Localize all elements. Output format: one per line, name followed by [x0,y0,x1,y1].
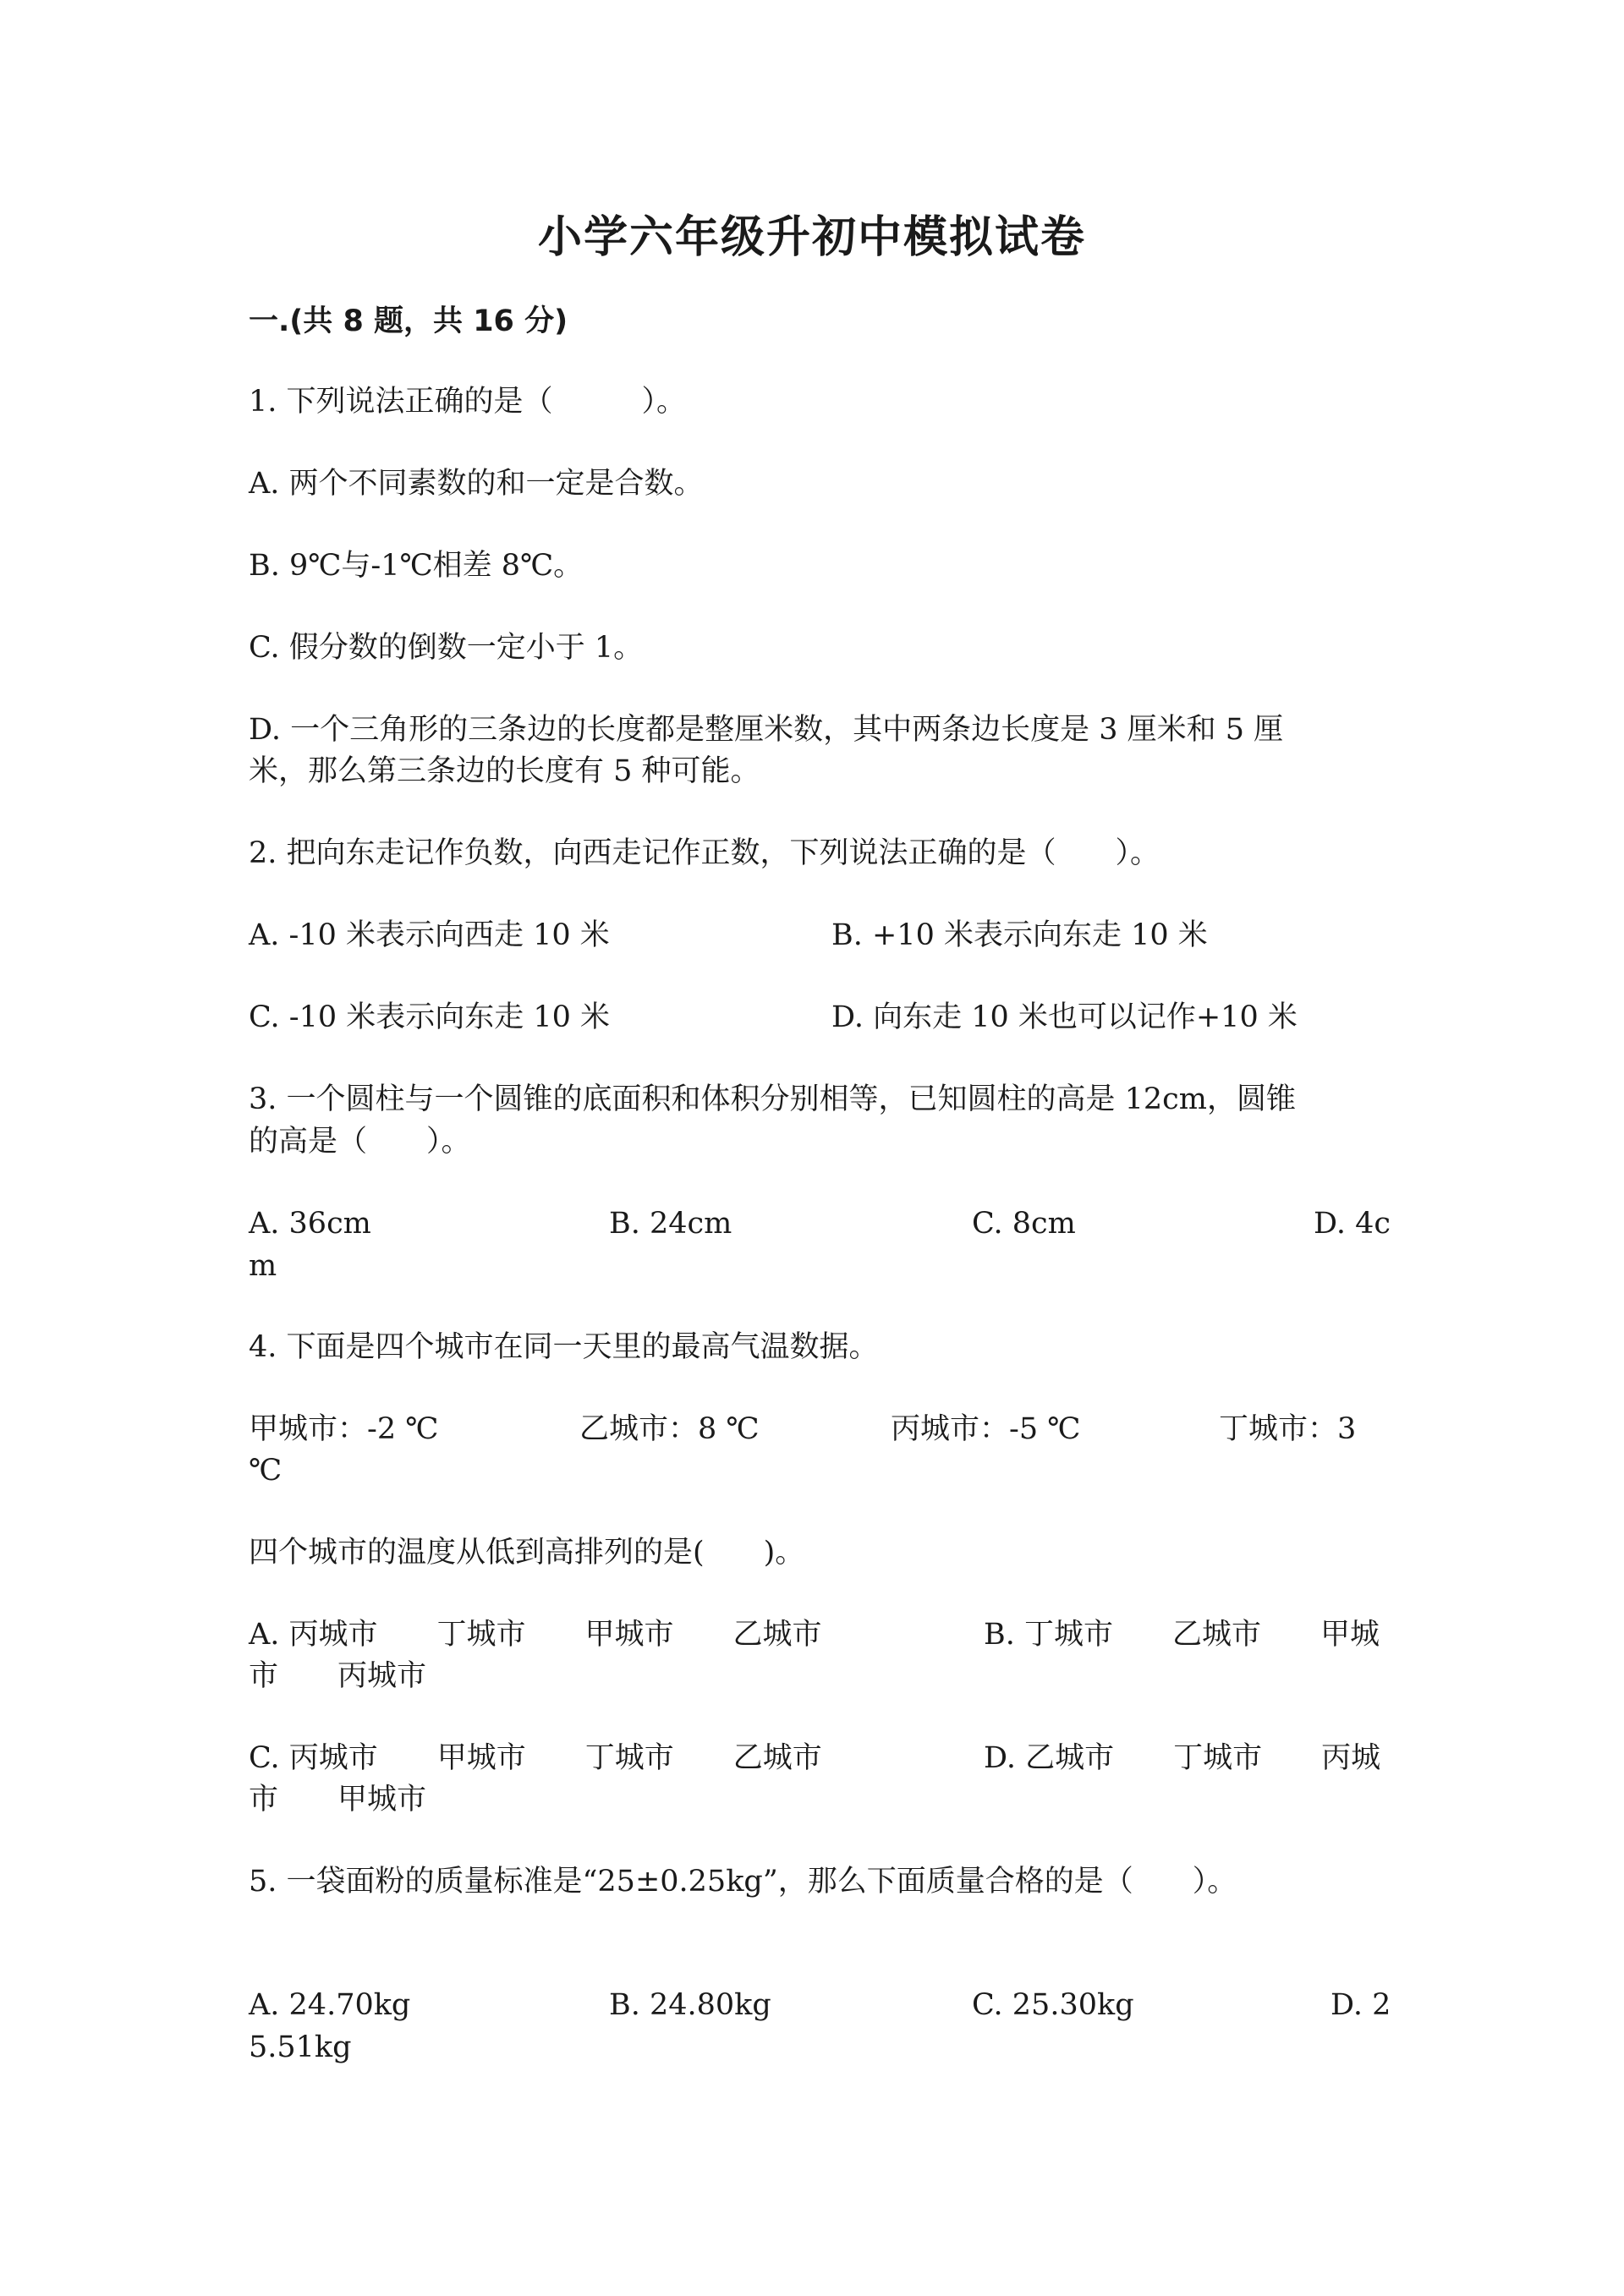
q4-option-a: A. 丙城市 丁城市 甲城市 乙城市 [249,1618,822,1652]
q2-option-d: D. 向东走 10 米也可以记作+10 米 [831,1000,1298,1034]
page-title: 小学六年级升初中模拟试卷 [537,212,1086,263]
q4-city-ding: 丁城市：3 [1219,1412,1357,1446]
section-heading: 一.(共 8 题，共 16 分) [249,304,568,338]
q5-option-d-part1: D. 2 [1330,1988,1391,2022]
q4-option-b-line2: 市 丙城市 [249,1659,427,1693]
q4-question: 四个城市的温度从低到高排列的是( )。 [249,1536,805,1570]
q3-option-a: A. 36cm [249,1207,371,1241]
q1-option-c: C. 假分数的倒数一定小于 1。 [249,631,644,665]
q5-option-c: C. 25.30kg [972,1988,1134,2022]
q3-option-d-part1: D. 4c [1314,1207,1391,1241]
q1-option-d-line2: 米，那么第三条边的长度有 5 种可能。 [249,754,760,788]
q5-stem: 5. 一袋面粉的质量标准是“25±0.25kg”，那么下面质量合格的是（ ）。 [249,1865,1237,1899]
q3-option-b: B. 24cm [609,1207,732,1241]
q4-city-jia: 甲城市：-2 ℃ [249,1412,439,1446]
q5-option-b: B. 24.80kg [609,1988,771,2022]
q4-city-yi: 乙城市：8 ℃ [579,1412,760,1446]
q4-option-d-line1: D. 乙城市 丁城市 丙城 [984,1741,1381,1775]
q2-stem: 2. 把向东走记作负数，向西走记作正数，下列说法正确的是（ ）。 [249,836,1160,870]
q4-stem: 4. 下面是四个城市在同一天里的最高气温数据。 [249,1330,879,1364]
q1-option-b: B. 9℃与-1℃相差 8℃。 [249,549,584,583]
q4-option-b-line1: B. 丁城市 乙城市 甲城 [984,1618,1380,1652]
q3-option-d-part2: m [249,1249,277,1283]
q3-option-c: C. 8cm [972,1207,1076,1241]
q2-option-a: A. -10 米表示向西走 10 米 [249,918,610,952]
q4-option-c: C. 丙城市 甲城市 丁城市 乙城市 [249,1741,822,1775]
q2-option-c: C. -10 米表示向东走 10 米 [249,1000,611,1034]
q1-option-a: A. 两个不同素数的和一定是合数。 [249,467,704,501]
q2-option-b: B. +10 米表示向东走 10 米 [831,918,1208,952]
q4-city-ding-unit: ℃ [249,1454,283,1488]
q1-option-d-line1: D. 一个三角形的三条边的长度都是整厘米数，其中两条边长度是 3 厘米和 5 厘 [249,713,1284,747]
q3-stem-line2: 的高是（ ）。 [249,1125,471,1159]
q4-option-d-line2: 市 甲城市 [249,1783,427,1817]
q5-option-a: A. 24.70kg [249,1988,411,2022]
q3-stem-line1: 3. 一个圆柱与一个圆锥的底面积和体积分别相等，已知圆柱的高是 12cm，圆锥 [249,1082,1296,1116]
q1-stem: 1. 下列说法正确的是（ ）。 [249,385,687,419]
q4-city-bing: 丙城市：-5 ℃ [891,1412,1081,1446]
q5-option-d-part2: 5.51kg [249,2030,352,2064]
